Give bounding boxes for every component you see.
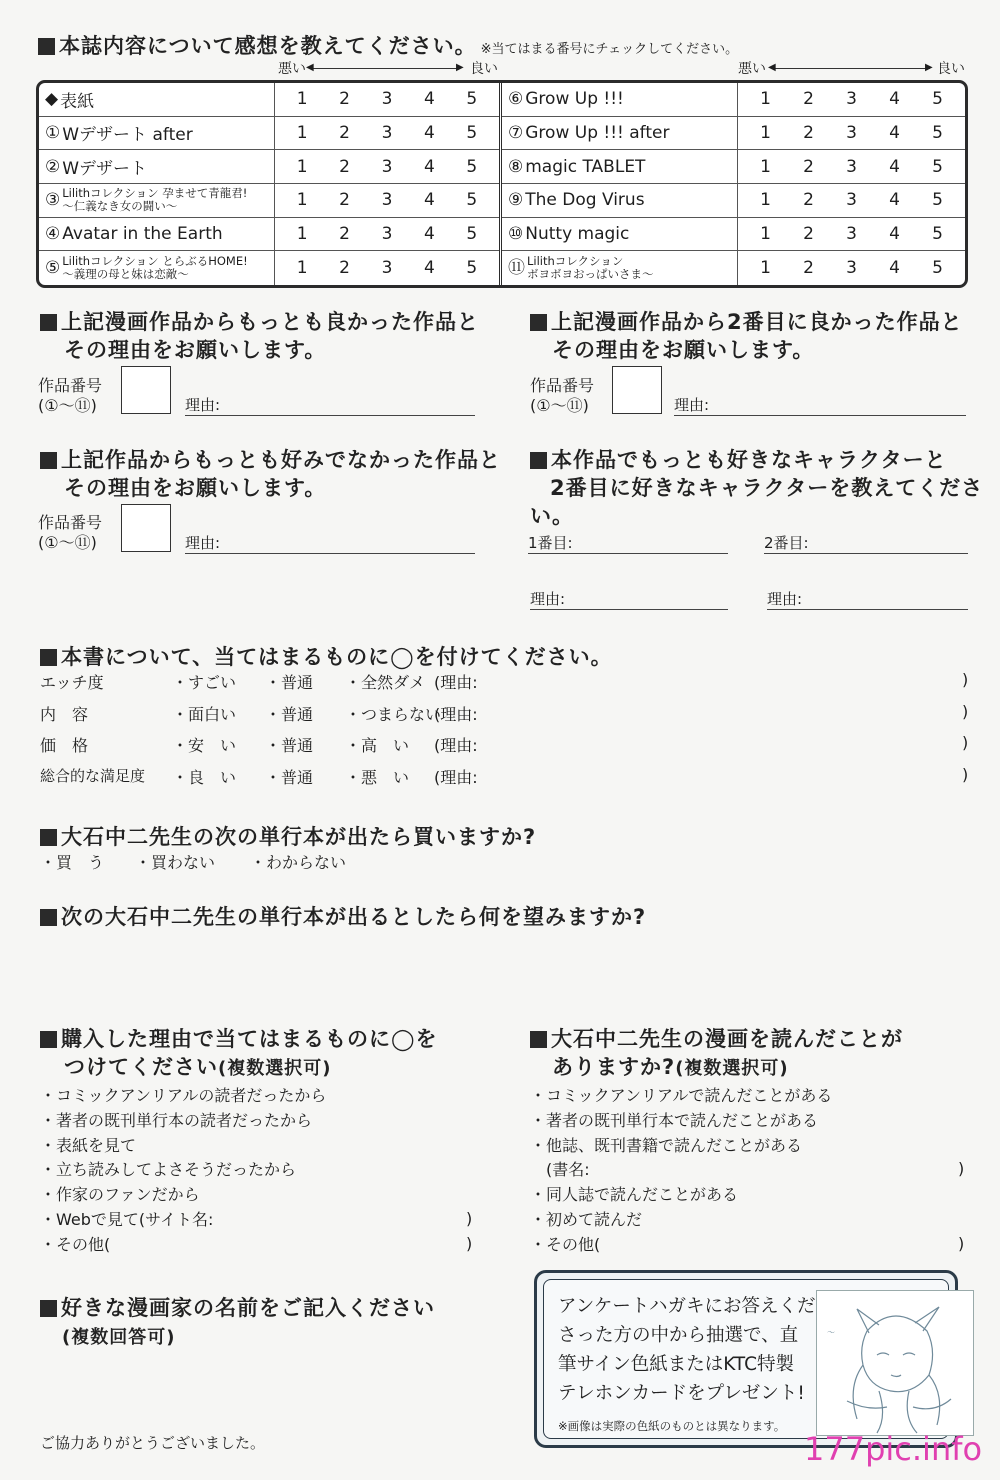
rating-option-2[interactable]: 2 (803, 89, 814, 110)
book-option-1[interactable]: ・すごい (172, 673, 237, 692)
rating-option-4[interactable]: 4 (423, 190, 435, 211)
worst-reason-field[interactable]: 理由: (185, 532, 475, 554)
best-number-label: 作品番号 (①〜⑪) (38, 376, 103, 415)
best-heading: 上記漫画作品からもっとも良かった作品と その理由をお願いします。 (40, 308, 479, 364)
rating-row-right-0 (502, 83, 965, 117)
rating-column-left (39, 83, 502, 285)
worst-heading: 上記作品からもっとも好みでなかった作品と その理由をお願いします。 (40, 446, 501, 502)
rating-option-5[interactable]: 5 (466, 89, 478, 110)
rating-option-2[interactable]: 2 (339, 223, 350, 244)
rating-option-3[interactable]: 3 (846, 258, 857, 279)
promo-text: アンケートハガキにお答えくだ さった方の中から抽選で、直 筆サイン色紙またはKTC特製 テレホンカードをプレゼント! (558, 1296, 816, 1404)
rating-option-2[interactable]: 2 (339, 190, 350, 211)
rating-option-3[interactable]: 3 (846, 122, 857, 143)
rating-row-right-2 (502, 150, 965, 184)
book-row-label: 価 格 (40, 736, 89, 755)
survey-hint: ※当てはまる番号にチェックしてください。 (480, 42, 739, 57)
reason-other-close: ) (466, 1234, 473, 1253)
read-title-close: ) (958, 1159, 965, 1178)
square-bullet-icon (40, 1031, 57, 1048)
rating-option-4[interactable]: 4 (889, 190, 900, 211)
book-option-2[interactable]: ・普通 (265, 673, 314, 692)
list-item[interactable]: ・作家のファンだから (40, 1185, 200, 1205)
rating-option-4[interactable]: 4 (423, 156, 435, 177)
rating-scale (738, 184, 965, 217)
rating-row-left-4 (39, 218, 499, 252)
book-reason-label[interactable]: (理由: (434, 705, 478, 724)
best-reason-field[interactable]: 理由: (185, 394, 475, 416)
second-number-box[interactable] (612, 366, 662, 414)
rating-item-name (39, 218, 275, 251)
arrow-left-icon: ◀ (768, 62, 776, 73)
list-item[interactable]: (書名: (530, 1160, 590, 1180)
read-heading: 大石中二先生の漫画を読んだことが ありますか?(複数選択可) (530, 1025, 903, 1083)
item-title: Lilithコレクション とらぶるHOME! (62, 254, 248, 269)
item-title: Wデザート (62, 159, 148, 180)
rating-table (36, 80, 968, 288)
list-item[interactable]: ・コミックアンリアルの読者だったから (40, 1086, 327, 1105)
rating-option-5[interactable]: 5 (466, 223, 478, 244)
rating-option-2[interactable]: 2 (803, 156, 814, 177)
rating-option-4[interactable]: 4 (423, 258, 435, 279)
rating-option-4[interactable]: 4 (889, 122, 900, 143)
rating-option-3[interactable]: 3 (381, 156, 393, 177)
fav-heading: 好きな漫画家の名前をご記入ください (複数回答可) (40, 1294, 435, 1352)
square-bullet-icon (40, 829, 57, 846)
rating-option-3[interactable]: 3 (846, 156, 857, 177)
square-bullet-icon (40, 452, 57, 469)
survey-heading: 本誌内容について感想を教えてください。 ※当てはまる番号にチェックしてください。 (38, 30, 738, 60)
second-number-label: 作品番号 (①〜⑪) (530, 376, 595, 415)
rating-option-2[interactable]: 2 (339, 156, 350, 177)
rating-item-name (502, 251, 738, 285)
item-title: Wデザート after (62, 125, 193, 146)
item-marker: ⑤ (45, 257, 61, 278)
scale-bad-label-left: 悪い (278, 61, 306, 77)
book-option-2[interactable]: ・普通 (265, 705, 314, 724)
buy-option-yes[interactable]: ・買 う (40, 853, 105, 872)
arrow-right-icon: ▶ (456, 62, 464, 73)
square-bullet-icon (40, 649, 57, 666)
rating-item-name (502, 150, 738, 183)
character-first-field[interactable]: 1番目: (528, 532, 728, 554)
rating-option-1[interactable]: 1 (296, 258, 308, 279)
item-marker: ⑩ (508, 223, 524, 244)
rating-option-5[interactable]: 5 (932, 223, 943, 244)
rating-scale (275, 251, 499, 285)
reason-heading: 購入した理由で当てはまるものに◯を つけてください(複数選択可) (40, 1025, 438, 1083)
book-row-label: 内 容 (40, 705, 89, 724)
rating-scale (738, 251, 965, 285)
item-title: Grow Up !!! (525, 89, 624, 110)
rating-row-right-4 (502, 218, 965, 252)
buy-option-no[interactable]: ・買わない (135, 853, 216, 872)
rating-item-name (502, 184, 738, 217)
rating-option-3[interactable]: 3 (381, 223, 393, 244)
rating-row-left-2 (39, 150, 499, 184)
item-title: Lilithコレクション (527, 254, 624, 269)
rating-item-name (39, 83, 275, 116)
rating-option-3[interactable]: 3 (381, 89, 393, 110)
rating-row-left-1 (39, 117, 499, 151)
arrow-left-icon: ◀ (306, 62, 314, 73)
best-number-box[interactable] (121, 366, 171, 414)
square-bullet-icon (40, 314, 57, 331)
rating-option-3[interactable]: 3 (381, 122, 393, 143)
rating-item-name (502, 218, 738, 251)
autograph-illustration (816, 1290, 974, 1436)
book-option-3[interactable]: ・つまらない (345, 705, 442, 724)
item-marker: ② (45, 156, 61, 177)
item-title: The Dog Virus (525, 190, 645, 211)
rating-option-2[interactable]: 2 (803, 190, 814, 211)
buy-option-unsure[interactable]: ・わからない (250, 853, 347, 872)
list-item[interactable]: ・同人誌で読んだことがある (530, 1185, 739, 1205)
rating-option-1[interactable]: 1 (296, 89, 308, 110)
square-bullet-icon (40, 1300, 57, 1317)
wish-heading: 次の大石中二先生の単行本が出るとしたら何を望みますか? (40, 901, 646, 931)
rating-option-5[interactable]: 5 (932, 156, 943, 177)
rating-option-1[interactable]: 1 (296, 223, 308, 244)
list-item[interactable]: ・初めて読んだ (530, 1209, 643, 1229)
book-option-1[interactable]: ・面白い (172, 705, 237, 724)
square-bullet-icon (530, 452, 547, 469)
rating-row-left-3 (39, 184, 499, 218)
rating-option-4[interactable]: 4 (423, 223, 435, 244)
rating-option-2[interactable]: 2 (803, 258, 814, 279)
read-list (530, 1084, 832, 1258)
rating-option-3[interactable]: 3 (846, 223, 857, 244)
square-bullet-icon (530, 314, 547, 331)
book-option-3[interactable]: ・全然ダメ (345, 673, 426, 692)
list-item[interactable]: ・Webで見て(サイト名: (40, 1209, 214, 1229)
square-bullet-icon (38, 38, 55, 55)
rating-item-name (39, 251, 275, 285)
list-item[interactable]: ・立ち読みしてよさそうだったから (40, 1160, 297, 1180)
item-marker: ⑥ (508, 89, 524, 110)
rating-option-2[interactable]: 2 (339, 258, 350, 279)
rating-option-4[interactable]: 4 (423, 89, 435, 110)
book-option-1[interactable]: ・安 い (172, 736, 237, 755)
rating-option-5[interactable]: 5 (466, 156, 478, 177)
rating-option-3[interactable]: 3 (846, 190, 857, 211)
item-subtitle: 〜義理の母と妹は恋敵〜 (62, 267, 189, 282)
rating-option-1[interactable]: 1 (296, 156, 308, 177)
rating-option-2[interactable]: 2 (803, 223, 814, 244)
rating-scale (275, 150, 499, 183)
item-title: Lilithコレクション 孕ませて青龍君! (62, 186, 248, 201)
item-title: Grow Up !!! after (525, 122, 670, 143)
promo-note: ※画像は実際の色紙のものとは異なります。 (558, 1419, 786, 1433)
scale-arrow-right (774, 68, 930, 69)
rating-option-4[interactable]: 4 (889, 223, 900, 244)
rating-scale (275, 83, 499, 116)
item-marker: ◆ (45, 89, 59, 110)
item-title-two-line (62, 187, 247, 213)
item-marker: ① (45, 122, 61, 143)
worst-number-label: 作品番号 (①〜⑪) (38, 513, 103, 552)
rating-option-5[interactable]: 5 (932, 122, 943, 143)
reason-list (40, 1084, 326, 1258)
rating-option-2[interactable]: 2 (339, 89, 350, 110)
rating-option-1[interactable]: 1 (296, 122, 308, 143)
rating-item-name (39, 184, 275, 217)
item-marker: ⑧ (508, 156, 524, 177)
item-marker: ④ (45, 223, 61, 244)
rating-column-right (502, 83, 965, 285)
rating-option-1[interactable]: 1 (760, 190, 771, 211)
rating-option-5[interactable]: 5 (932, 89, 943, 110)
rating-option-1[interactable]: 1 (760, 258, 771, 279)
rating-scale (275, 184, 499, 217)
rating-option-2[interactable]: 2 (803, 122, 814, 143)
book-reason-label[interactable]: (理由: (434, 736, 478, 755)
list-item[interactable]: ・著者の既刊単行本で読んだことがある (530, 1110, 819, 1130)
list-item[interactable]: ・コミックアンリアルで読んだことがある (530, 1086, 833, 1105)
rating-scale (738, 150, 965, 183)
reason-web-close: ) (466, 1209, 473, 1228)
rating-item-name (39, 117, 275, 150)
rating-row-left-0 (39, 83, 499, 117)
rating-scale (738, 218, 965, 251)
rating-option-1[interactable]: 1 (760, 89, 771, 110)
rating-option-4[interactable]: 4 (423, 122, 435, 143)
list-item[interactable]: ・その他( (40, 1234, 111, 1254)
rating-item-name (502, 83, 738, 116)
book-reason-label[interactable]: (理由: (434, 768, 478, 787)
rating-item-name (502, 117, 738, 150)
rating-row-right-3 (502, 184, 965, 218)
book-heading: 本書について、当てはまるものに◯を付けてください。 (40, 641, 613, 671)
second-heading: 上記漫画作品から2番目に良かった作品と その理由をお願いします。 (530, 308, 963, 364)
square-bullet-icon (530, 1031, 547, 1048)
rating-option-5[interactable]: 5 (466, 258, 478, 279)
rating-option-4[interactable]: 4 (889, 258, 900, 279)
item-marker: ⑦ (508, 122, 524, 143)
rating-item-name (39, 150, 275, 183)
item-title: Nutty magic (525, 223, 630, 244)
book-reason-close: ) (962, 765, 969, 784)
list-item[interactable]: ・その他( (530, 1234, 601, 1254)
rating-scale (275, 117, 499, 150)
wish-answer-area[interactable] (40, 934, 960, 1014)
rating-option-4[interactable]: 4 (889, 156, 900, 177)
item-subtitle: 〜仁義なき女の闘い〜 (62, 199, 178, 214)
rating-option-1[interactable]: 1 (296, 190, 308, 211)
rating-option-3[interactable]: 3 (846, 89, 857, 110)
book-option-2[interactable]: ・普通 (265, 768, 314, 787)
book-reason-label[interactable]: (理由: (434, 673, 478, 692)
item-title: Avatar in the Earth (62, 223, 223, 244)
rating-option-5[interactable]: 5 (466, 190, 478, 211)
character-second-reason-field[interactable]: 理由: (767, 588, 968, 610)
thanks-text: ご協力ありがとうございました。 (40, 1434, 266, 1452)
rating-row-right-5 (502, 251, 965, 285)
second-reason-field[interactable]: 理由: (674, 394, 966, 416)
rating-row-left-5 (39, 251, 499, 285)
fav-answer-area[interactable] (40, 1356, 500, 1426)
list-item[interactable]: ・表紙を見て (40, 1135, 137, 1155)
item-subtitle: ボヨボヨおっぱいさま〜 (527, 267, 654, 282)
read-other-close: ) (958, 1234, 965, 1253)
buy-heading: 大石中二先生の次の単行本が出たら買いますか? (40, 821, 536, 851)
rating-option-5[interactable]: 5 (466, 122, 478, 143)
scale-good-label-right: 良い (937, 61, 965, 77)
rating-option-3[interactable]: 3 (381, 190, 393, 211)
character-heading: 本作品でもっとも好きなキャラクターと 2番目に好きなキャラクターを教えてください。 (530, 448, 984, 528)
rating-option-1[interactable]: 1 (760, 122, 771, 143)
rating-scale (738, 117, 965, 150)
book-option-3[interactable]: ・悪 い (345, 768, 410, 787)
item-marker: ③ (45, 189, 61, 210)
arrow-right-icon: ▶ (925, 62, 933, 73)
character-sketch-icon (817, 1291, 973, 1435)
svg-text:〜: 〜 (827, 1328, 835, 1337)
item-marker: ⑨ (508, 190, 524, 211)
scale-good-label-left: 良い (470, 61, 498, 77)
item-marker: ⑪ (508, 257, 525, 278)
worst-number-box[interactable] (121, 504, 171, 552)
scale-bad-label-right: 悪い (738, 61, 766, 77)
rating-scale (275, 218, 499, 251)
character-first-reason-field[interactable]: 理由: (530, 588, 728, 610)
item-title: magic TABLET (525, 156, 646, 177)
rating-scale (738, 83, 965, 116)
item-title-two-line (62, 255, 247, 281)
book-row-label: エッチ度 (40, 673, 104, 692)
book-reason-close: ) (962, 733, 969, 752)
rating-option-1[interactable]: 1 (760, 156, 771, 177)
list-item[interactable]: ・著者の既刊単行本の読者だったから (40, 1110, 313, 1130)
watermark: 177pic.info (804, 1430, 983, 1468)
rating-option-5[interactable]: 5 (932, 258, 943, 279)
book-option-2[interactable]: ・普通 (265, 736, 314, 755)
rating-option-4[interactable]: 4 (889, 89, 900, 110)
item-title: 表紙 (60, 91, 95, 112)
item-title-two-line (527, 255, 654, 281)
rating-option-3[interactable]: 3 (381, 258, 393, 279)
list-item[interactable]: ・他誌、既刊書籍で読んだことがある (530, 1135, 803, 1155)
book-reason-close: ) (962, 702, 969, 721)
book-reason-close: ) (962, 670, 969, 689)
book-option-3[interactable]: ・高 い (345, 736, 410, 755)
book-option-1[interactable]: ・良 い (172, 768, 237, 787)
book-row-label: 総合的な満足度 (40, 767, 146, 785)
rating-option-1[interactable]: 1 (760, 223, 771, 244)
rating-option-5[interactable]: 5 (932, 190, 943, 211)
character-second-field[interactable]: 2番目: (764, 532, 968, 554)
rating-row-right-1 (502, 117, 965, 151)
square-bullet-icon (40, 909, 57, 926)
scale-arrow-left (312, 68, 460, 69)
rating-option-2[interactable]: 2 (339, 122, 350, 143)
